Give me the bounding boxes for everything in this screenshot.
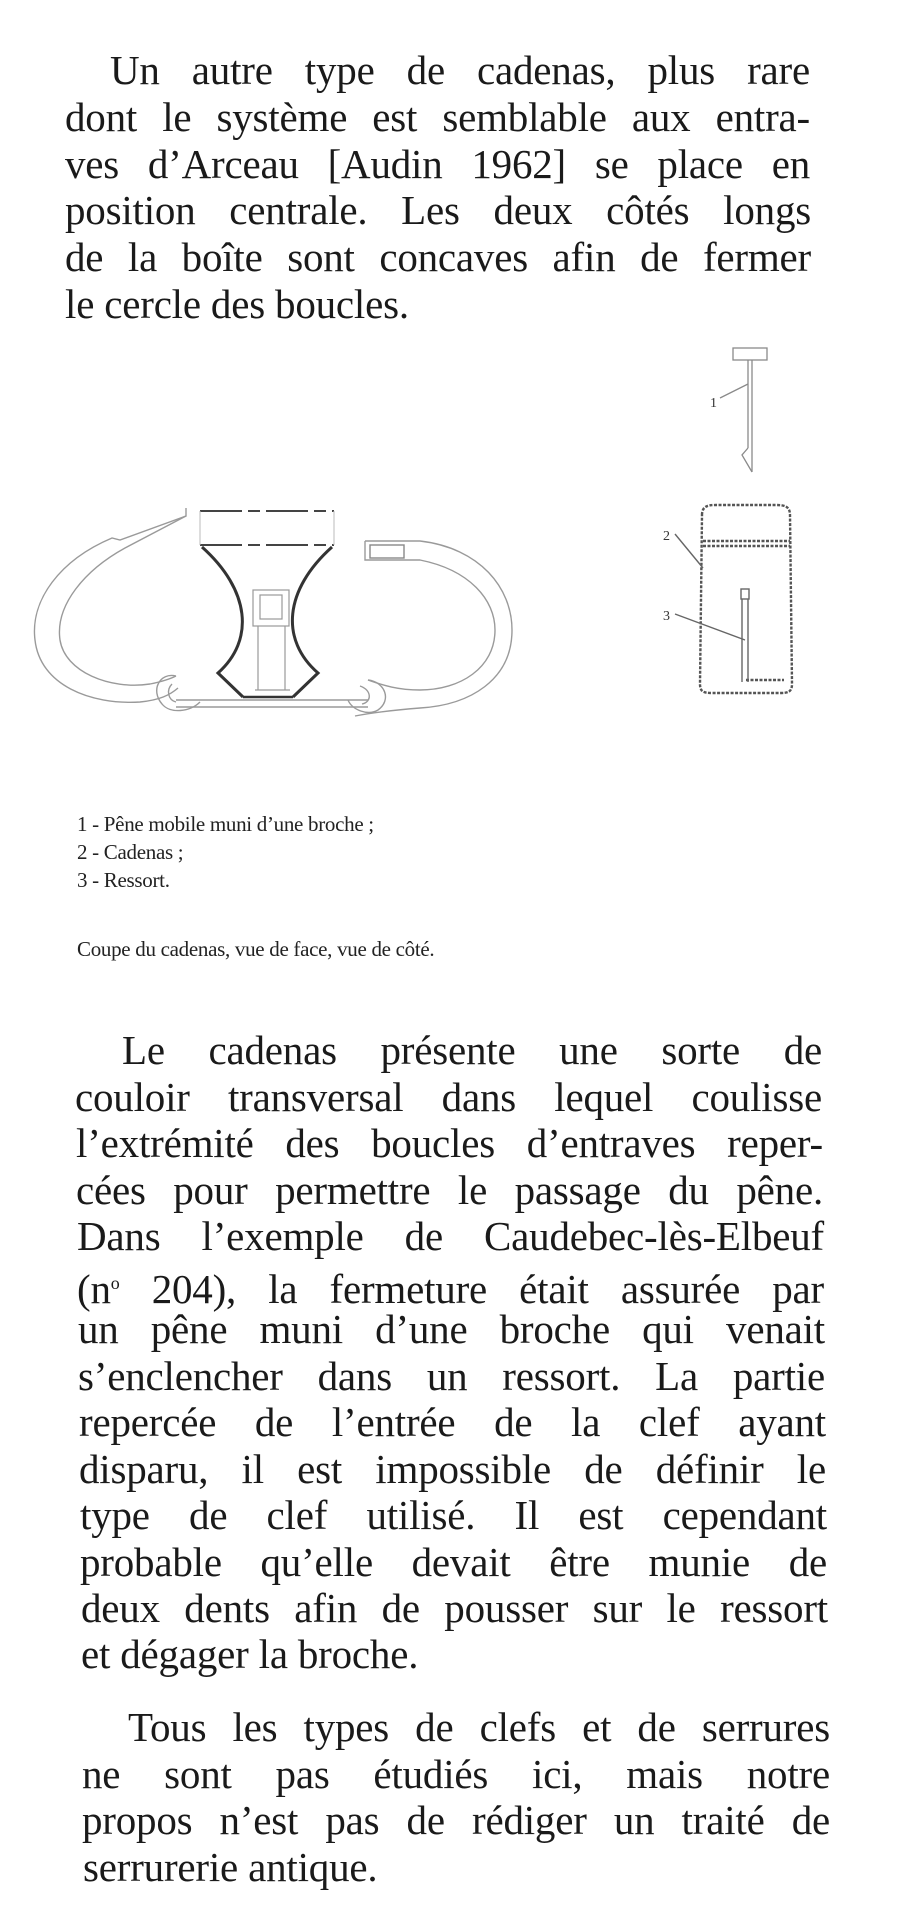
text-line: le cercle des boucles. (65, 281, 409, 327)
text-line: couloir transversal dans lequel coulisse (75, 1074, 822, 1120)
text-line: probable qu’elle devait être munie de (80, 1539, 827, 1585)
padlock-drawing-icon (0, 330, 906, 740)
text-fragment: 204), la fermeture était assurée par (119, 1266, 824, 1312)
text-line (77, 1260, 824, 1312)
figure-caption: Coupe du cadenas, vue de face, vue de côté. (77, 937, 435, 961)
text-line: cées pour permettre le passage du pêne. (76, 1167, 823, 1213)
text-line: deux dents afin de pousser sur le ressort (81, 1585, 828, 1631)
text-line: type de clef utilisé. Il est cependant (80, 1492, 827, 1538)
callout-3: 3 (663, 609, 670, 624)
text-line: ves d’Arceau [Audin 1962] se place en (65, 141, 810, 187)
legend-item-1: 1 - Pêne mobile muni d’une broche ; (77, 812, 374, 836)
text-line: l’extrémité des boucles d’entraves reper- (76, 1120, 823, 1166)
legend-item-3: 3 - Ressort. (77, 868, 170, 892)
degree-superscript: o (110, 1273, 120, 1293)
text-line: et dégager la broche. (81, 1631, 419, 1677)
text-line: repercée de l’entrée de la clef ayant (79, 1399, 826, 1445)
text-line: Un autre type de cadenas, plus rare (110, 47, 810, 93)
text-line: Tous les types de clefs et de serrures (128, 1704, 830, 1750)
text-line: dont le système est semblable aux entra- (65, 94, 810, 140)
text-line: propos n’est pas de rédiger un traité de (82, 1797, 830, 1843)
text-line: un pêne muni d’une broche qui venait (78, 1306, 825, 1352)
text-fragment: (n (77, 1266, 111, 1312)
text-line: disparu, il est impossible de définir le (79, 1446, 826, 1492)
callout-1: 1 (710, 396, 717, 411)
text-line: ne sont pas étudiés ici, mais notre (82, 1751, 830, 1797)
text-line: position centrale. Les deux côtés longs (65, 187, 811, 233)
text-line: s’enclencher dans un ressort. La partie (78, 1353, 825, 1399)
text-line: serrurerie antique. (83, 1844, 378, 1890)
text-line: Le cadenas présente une sorte de (122, 1027, 822, 1073)
text-line: de la boîte sont concaves afin de fermer (65, 234, 811, 280)
padlock-figure (0, 330, 906, 740)
legend-item-2: 2 - Cadenas ; (77, 840, 184, 864)
text-line: Dans l’exemple de Caudebec-lès-Elbeuf (77, 1213, 824, 1259)
callout-2: 2 (663, 529, 670, 544)
